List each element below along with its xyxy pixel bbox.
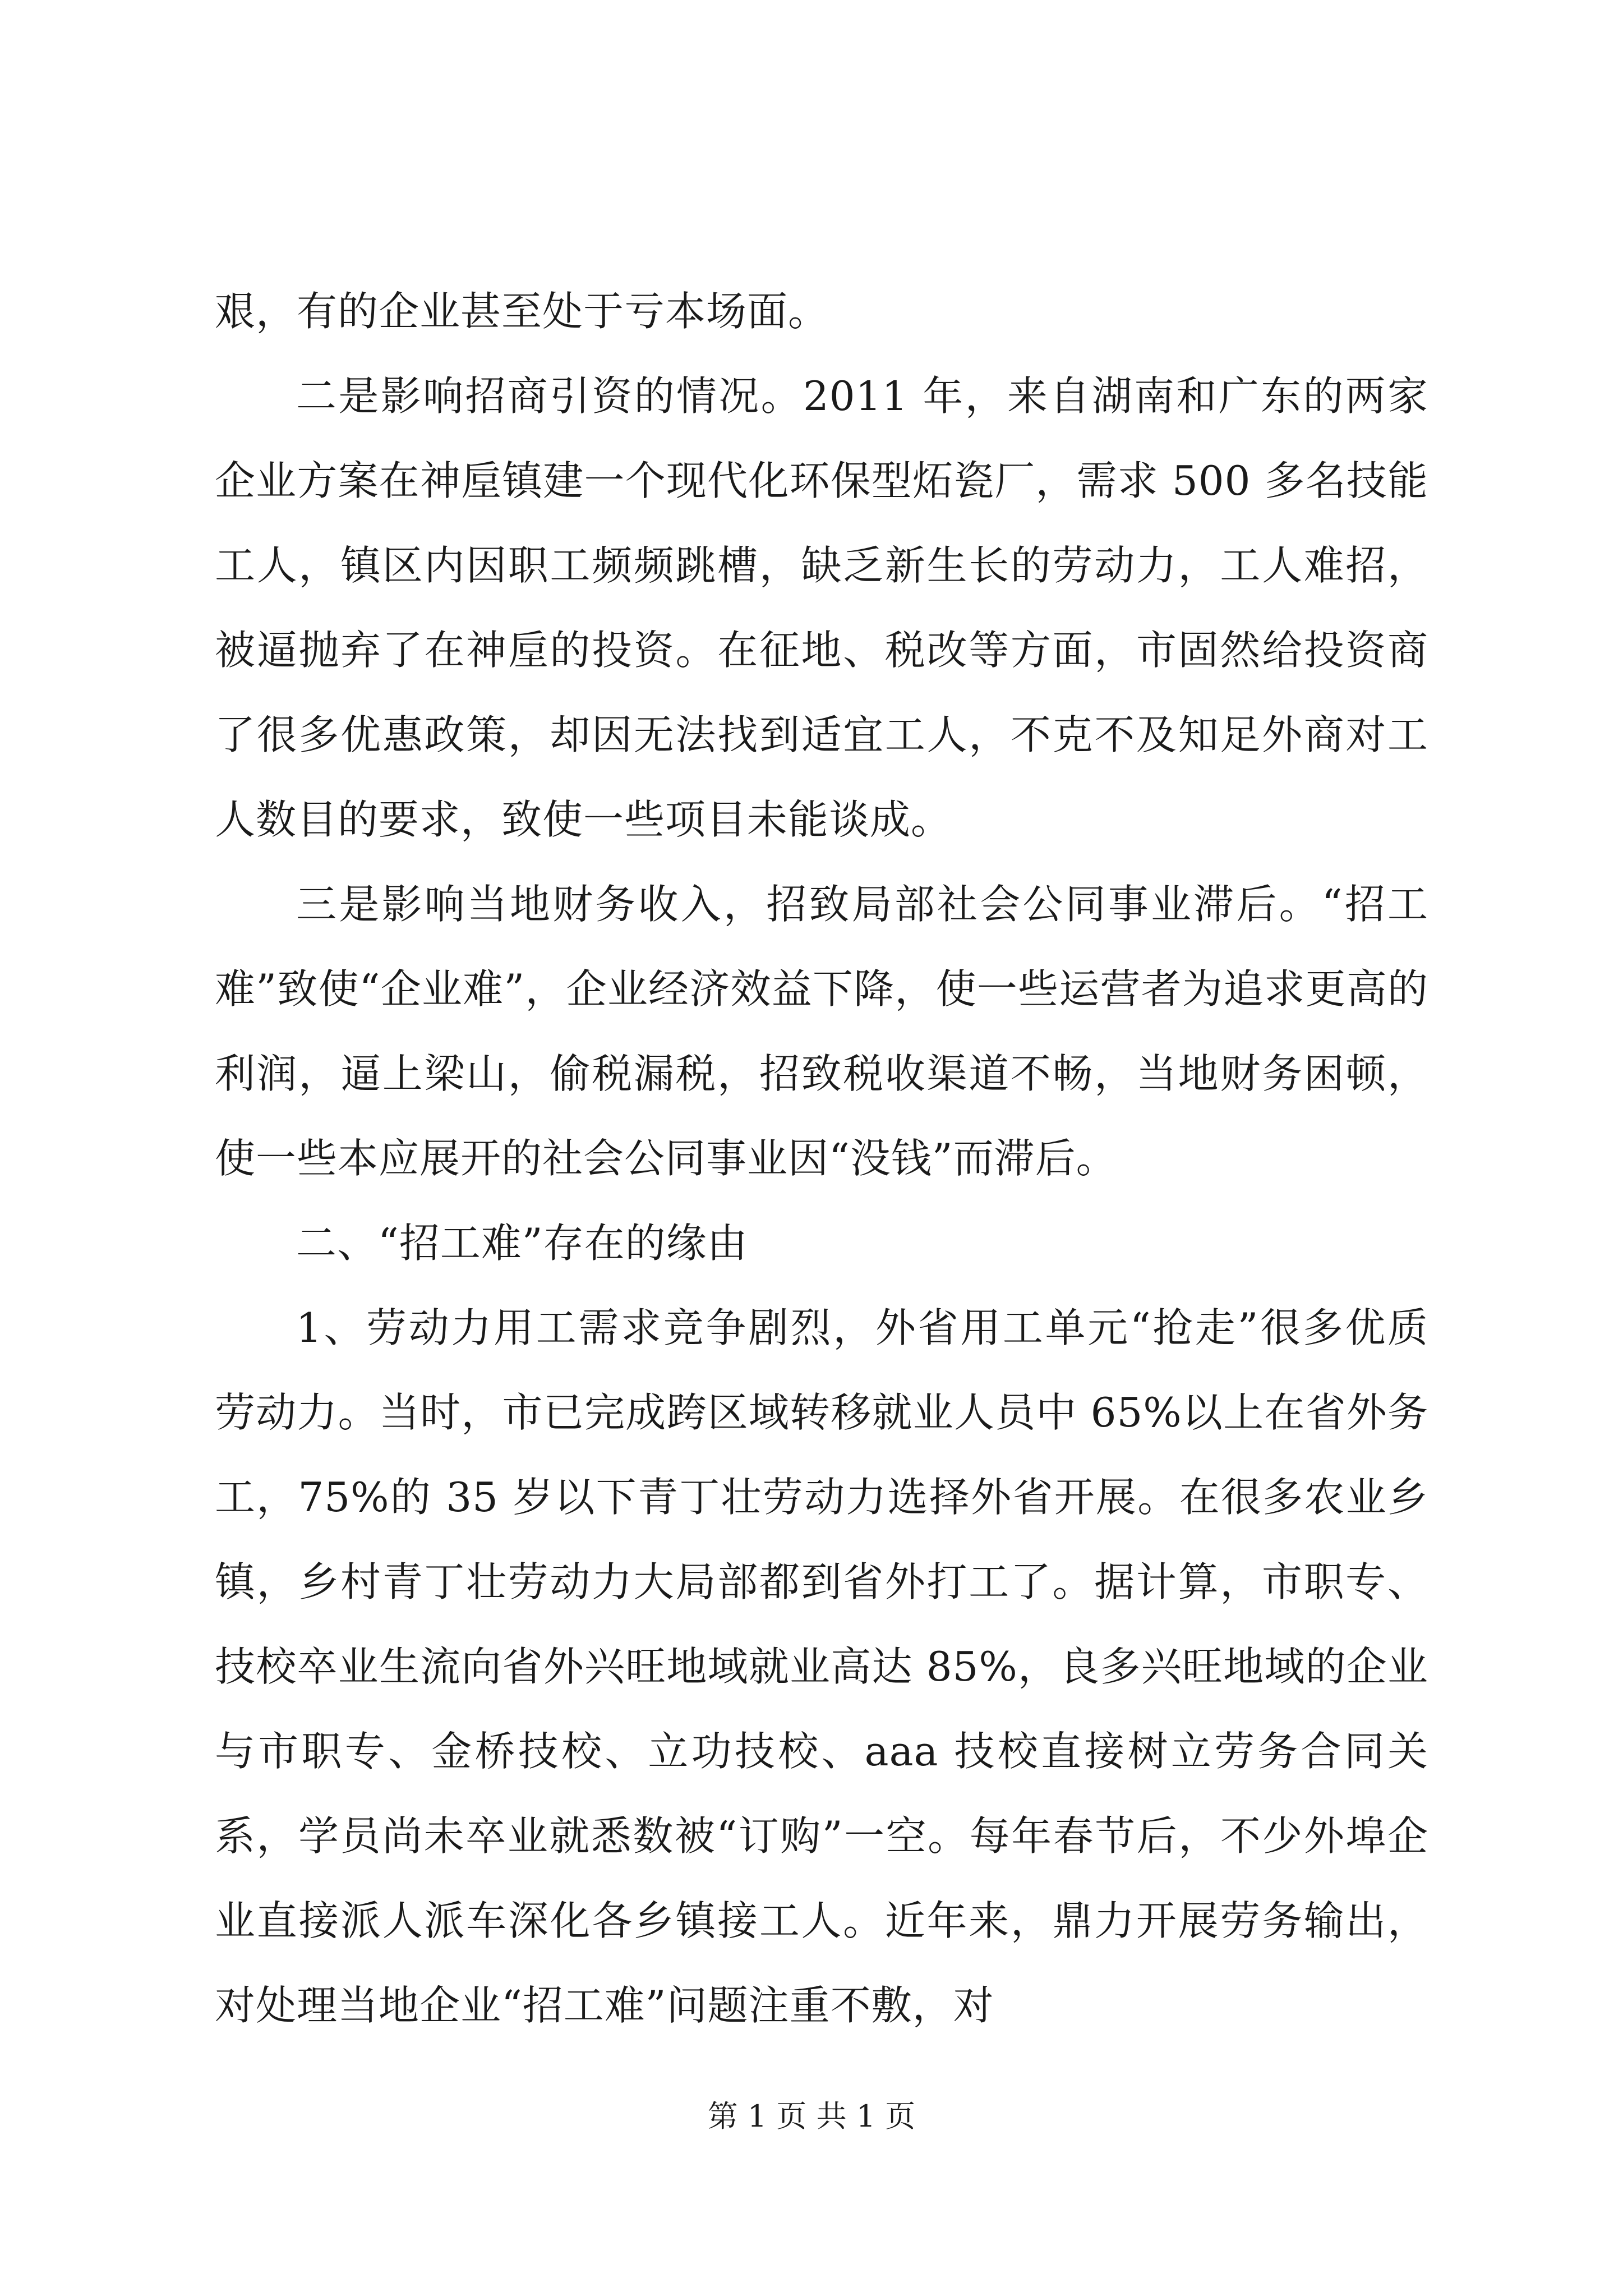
paragraph-investment-impact: 二是影响招商引资的情况。2011 年，来自湖南和广东的两家企业方案在神垕镇建一个现代化环保型炻瓷厂，需求 500 多名技能工人，镇区内因职工频频跳槽，缺乏新生长的劳动力，工人难招，被逼抛弃了在神垕的投资。在征地、税改等方面，市固然给投资商了很多优惠政策，却因无法找到适宜工人，不克不及知足外商对工人数目的要求，致使一些项目未能谈成。 [215, 372, 1428, 843]
paragraph-labor-competition: 1、劳动力用工需求竞争剧烈，外省用工单元“抢走”很多优质劳动力。当时，市已完成跨区域转移就业人员中 65%以上在省外务工，75%的 35 岁以下青丁壮劳动力选择外省开展。在很多农业乡镇，乡村青丁壮劳动力大局部都到省外打工了。据计算，市职专、技校卒业生流向省外兴旺地域就业高达 85%，良多兴旺地域的企业与市职专、金桥技校、立功技校、aaa 技校直接树立劳务合同关系，学员尚未卒业就悉数被“订购”一空。每年春节后，不少外埠企业直接派人派车深化各乡镇接工人。近年来，鼎力开展劳务输出，对处理当地企业“招工难”问题注重不敷，对 [215, 1304, 1428, 2029]
section-heading-causes: 二、“招工难”存在的缘由 [296, 1220, 748, 1267]
paragraph-continuation: 艰，有的企业甚至处于亏本场面。 [215, 288, 829, 335]
body-text [215, 269, 1428, 2048]
paragraph-fiscal-impact: 三是影响当地财务收入，招致局部社会公同事业滞后。“招工难”致使“企业难”，企业经济效益下降，使一些运营者为追求更高的利润，逼上梁山，偷税漏税，招致税收渠道不畅，当地财务困顿，使一些本应展开的社会公同事业因“没钱”而滞后。 [215, 881, 1428, 1182]
page-number-footer: 第 1 页 共 1 页 [707, 2099, 916, 2134]
